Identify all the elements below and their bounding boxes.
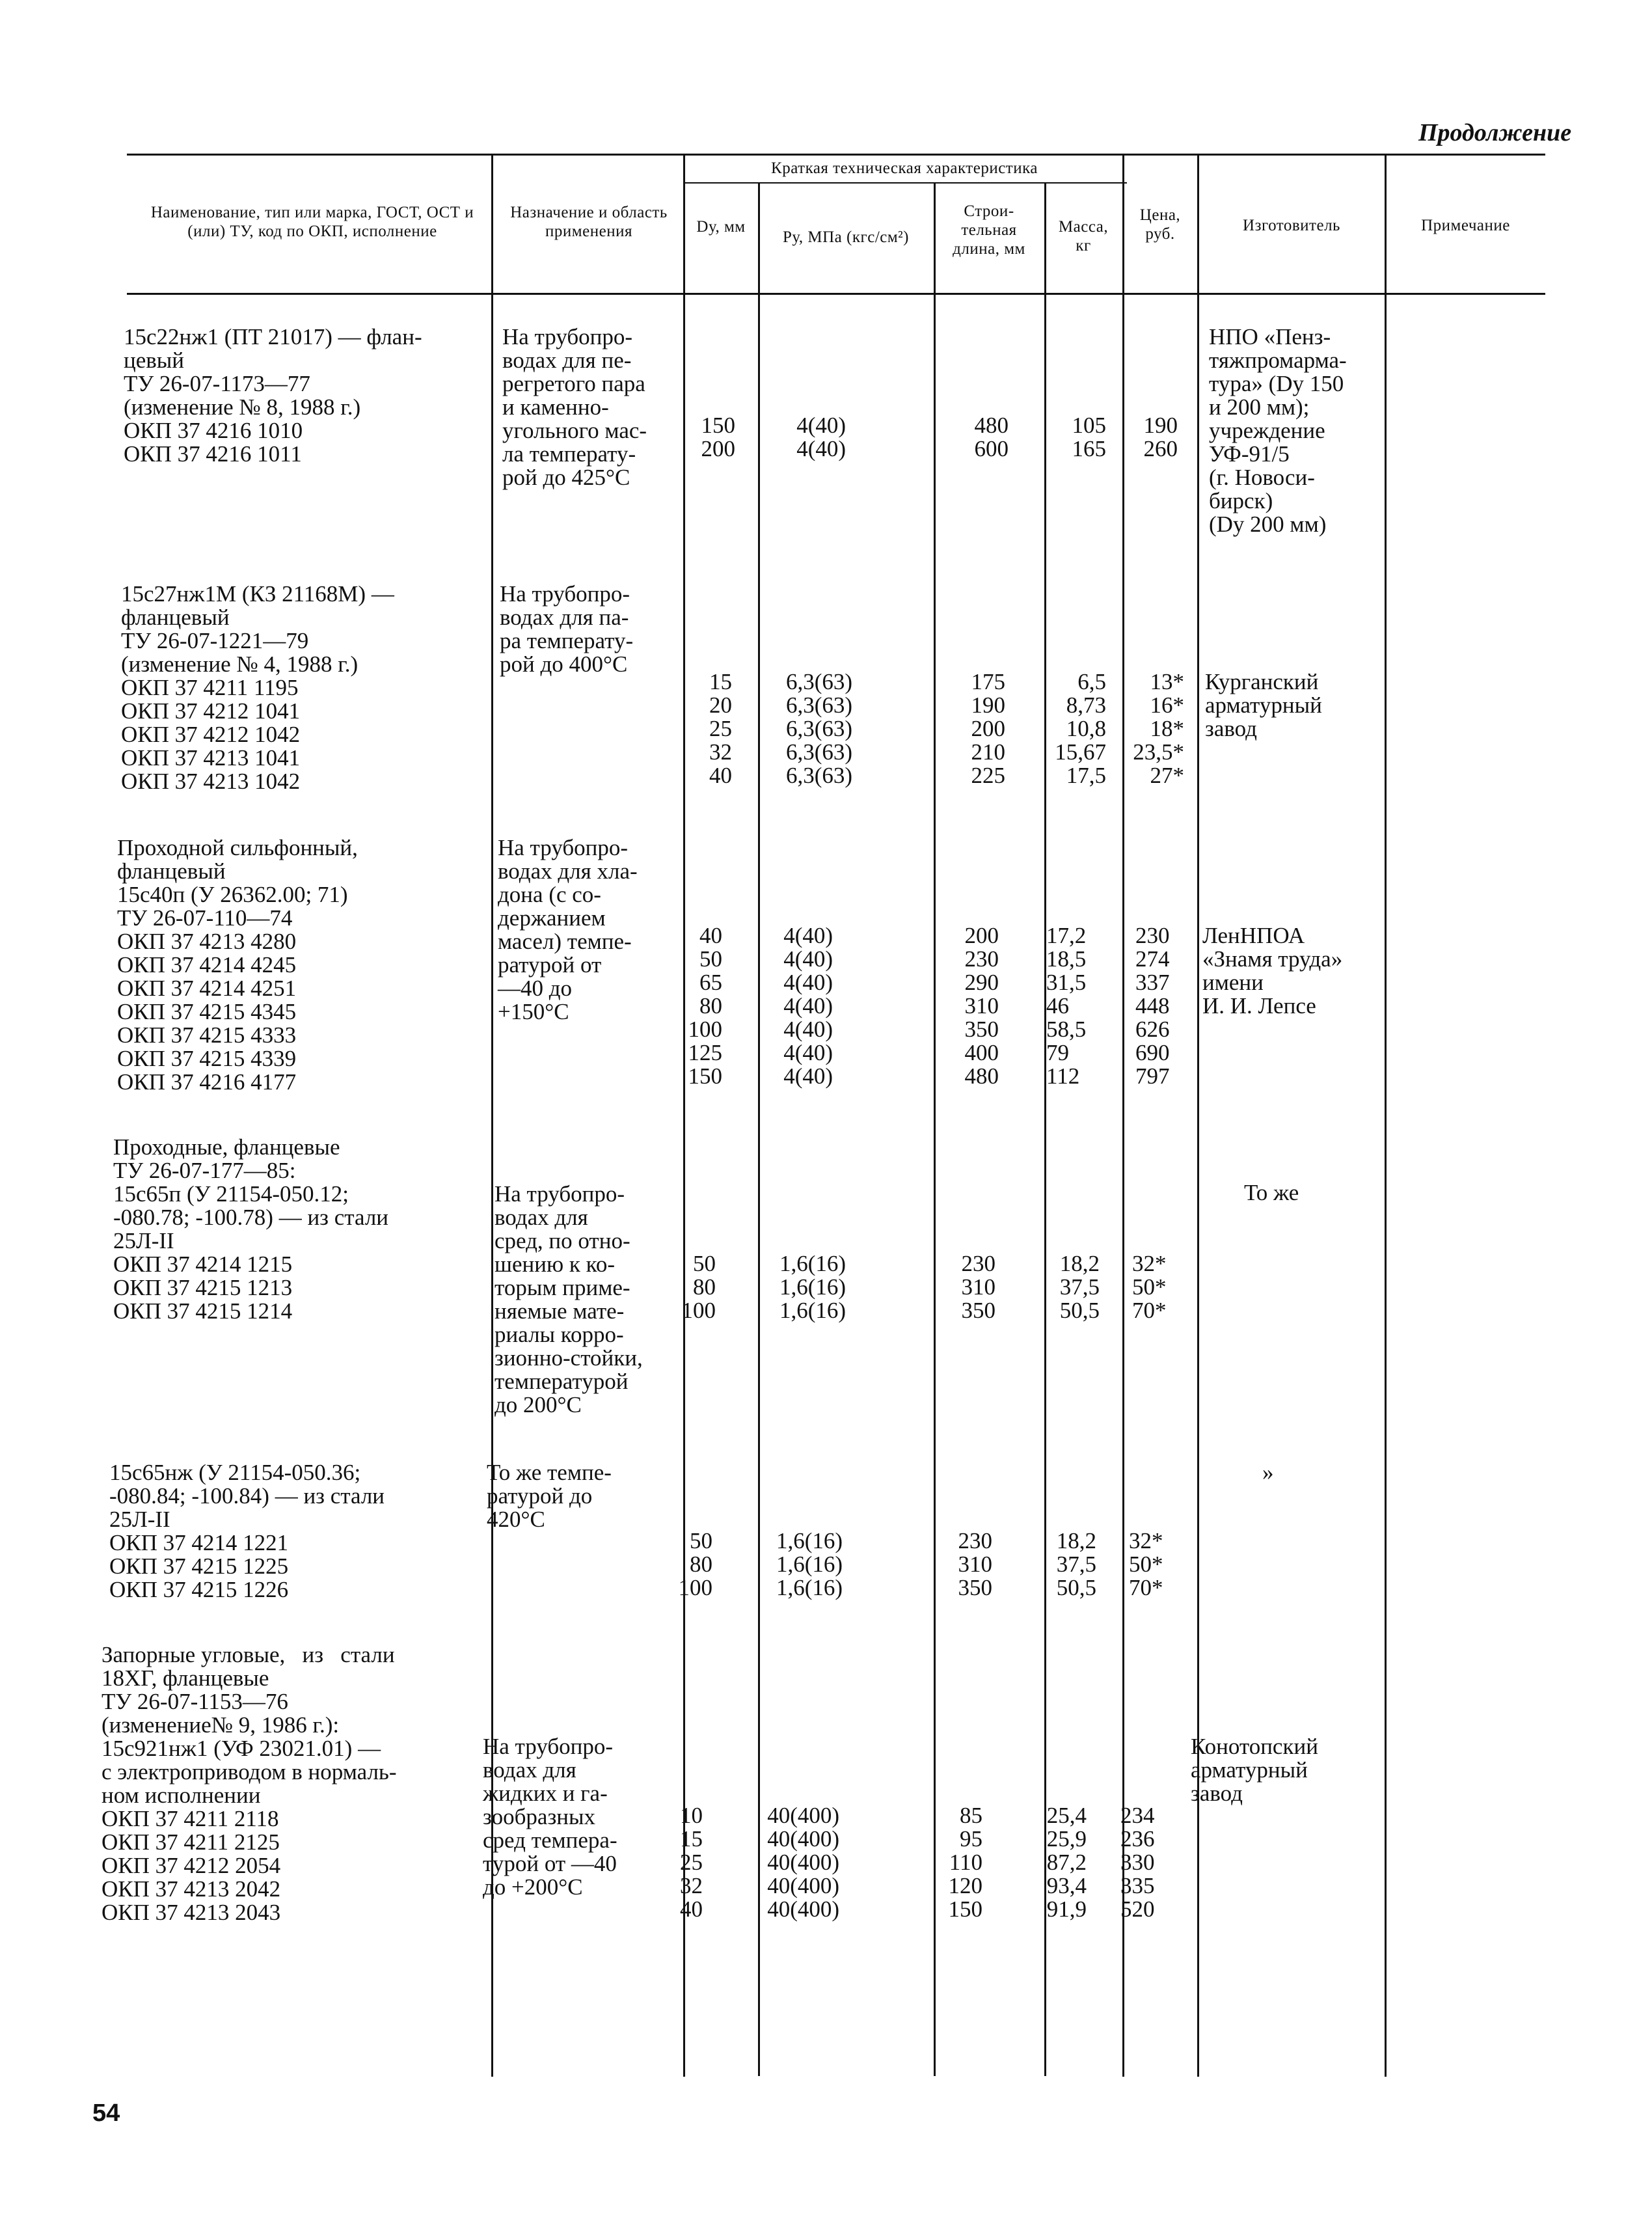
header-purpose: Назначение и область применения [510,204,668,240]
col-divider-6 [1122,154,1124,2077]
row-4-mass: 18,2 37,5 50,5 [1059,1251,1100,1323]
row-3-mass: 17,2 18,5 31,5 46 58,5 79 112 [1046,923,1087,1089]
col-divider-8 [1385,154,1387,2077]
row-5-maker: » [1262,1460,1274,1485]
row-5-price: 32* 50* 70* [1129,1528,1163,1600]
row-5-dy: 50 80 100 [678,1528,712,1600]
row-5-length: 230 310 350 [958,1528,992,1600]
header-price: Цена, руб. [1139,206,1181,243]
row-6-dy: 10 15 25 32 40 [680,1803,703,1922]
row-4-py: 1,6(16) 1,6(16) 1,6(16) [779,1251,846,1323]
row-6-py: 40(400) 40(400) 40(400) 40(400) 40(400) [767,1803,839,1922]
header-dy: Dу, мм [696,218,746,236]
row-5-name: 15с65нж (У 21154-050.36; -080.84; -100.84) — из стали 25Л-II ОКП 37 4214 1221 ОКП 37 4215 1225 ОКП 37 4215 1226 [109,1460,385,1602]
col-divider-3 [758,182,760,2076]
row-6-price: 234 236 330 335 520 [1120,1803,1155,1922]
col-divider-2 [683,154,685,2077]
col-divider-5 [1044,182,1046,2076]
header-brief: Краткая техническая характеристика [771,159,1038,177]
row-2-dy: 15 20 25 32 40 [709,669,732,788]
header-maker: Изготовитель [1243,217,1340,234]
row-6-name: Запорные угловые, из стали 18ХГ, фланцевые ТУ 26-07-1153—76 (изменение№ 9, 1986 г.): 15с921нж1 (УФ 23021.01) — с электроприводом в нормаль- ном исполнении ОКП 37 4211 2118 ОКП 37 4211 2125 ОКП 37 4212 2054 ОКП 37 4213 2042 ОКП 37 4213 2043 [102,1642,397,1925]
row-2-purpose: На трубопро- водах для па- ра температу- рой до 400°С [500,581,634,677]
row-3-name: Проходной сильфонный, фланцевый 15с40п (У 26362.00; 71) ТУ 26-07-110—74 ОКП 37 4213 4280 ОКП 37 4214 4245 ОКП 37 4214 4251 ОКП 37 4215 4345 ОКП 37 4215 4333 ОКП 37 4215 4339 ОКП 37 4216 4177 [117,835,358,1095]
row-1-name: 15с22нж1 (ПТ 21017) — флан- цевый ТУ 26-07-1173—77 (изменение № 8, 1988 г.) ОКП 37 4216 1010 ОКП 37 4216 1011 [124,324,422,467]
table-top-rule [127,154,1545,156]
row-2-py: 6,3(63) 6,3(63) 6,3(63) 6,3(63) 6,3(63) [785,669,852,788]
row-4-length: 230 310 350 [961,1251,995,1323]
row-2-length: 175 190 200 210 225 [971,669,1005,788]
row-5-py: 1,6(16) 1,6(16) 1,6(16) [776,1528,843,1600]
row-2-price: 13* 16* 18* 23,5* 27* [1133,669,1184,788]
row-3-maker: ЛенНПОА «Знамя труда» имени И. И. Лепсе [1202,923,1343,1019]
row-3-dy: 40 50 65 80 100 125 150 [688,923,722,1089]
row-5-purpose: То же темпе- ратурой до 420°С [487,1460,612,1532]
row-3-length: 200 230 290 310 350 400 480 [964,923,999,1089]
continuation-label: Продолжение [1418,119,1572,146]
row-2-name: 15с27нж1М (КЗ 21168М) — фланцевый ТУ 26-07-1221—79 (изменение № 4, 1988 г.) ОКП 37 4211 1195 ОКП 37 4212 1041 ОКП 37 4212 1042 ОКП 37 4213 1041 ОКП 37 4213 1042 [121,581,394,794]
col-divider-4 [934,182,936,2076]
row-3-purpose: На трубопро- водах для хла- дона (с со- держанием масел) темпе- ратурой от —40 до +150°С [498,835,638,1024]
row-2-mass: 6,5 8,73 10,8 15,67 17,5 [1055,669,1106,788]
row-1-py: 4(40) 4(40) [796,413,846,461]
row-1-maker: НПО «Пенз- тяжпромарма- тура» (Dу 150 и 200 мм); учреждение УФ-91/5 (г. Новоси- бирск) (Dу 200 мм) [1209,324,1347,537]
header-length: Строи- тельная длина, мм [953,202,1025,258]
header-bottom-rule [127,293,1545,295]
row-4-name: Проходные, фланцевые ТУ 26-07-177—85: 15с65п (У 21154-050.12; -080.78; -100.78) — из стали 25Л-II ОКП 37 4214 1215 ОКП 37 4215 1213 ОКП 37 4215 1214 [113,1134,389,1324]
row-5-mass: 18,2 37,5 50,5 [1056,1528,1096,1600]
row-4-purpose: На трубопро- водах для сред, по отно- шению к ко- торым приме- няемые мате- риалы корро- зионно-стойки, температурой до 200°С [494,1181,643,1417]
row-6-length: 85 95 110 120 150 [948,1803,982,1922]
row-6-mass: 25,4 25,9 87,2 93,4 91,9 [1046,1803,1087,1922]
header-py: Pу, МПа (кгс/см²) [782,228,910,246]
row-6-maker: Конотопский арматурный завод [1191,1734,1318,1806]
row-1-mass: 105 165 [1072,413,1106,461]
brief-subheader-rule [684,182,1127,184]
row-3-price: 230 274 337 448 626 690 797 [1135,923,1170,1089]
page-number: 54 [92,2099,120,2127]
header-note: Примечание [1421,217,1510,234]
row-6-purpose: На трубопро- водах для жидких и га- зообразных сред темпера- турой от —40 до +200°С [483,1734,617,1900]
header-name: Наименование, тип или марка, ГОСТ, ОСТ и (или) ТУ, код по ОКП, исполнение [150,204,474,240]
row-4-dy: 50 80 100 [681,1251,716,1323]
row-1-length: 480 600 [974,413,1009,461]
row-4-price: 32* 50* 70* [1132,1251,1167,1323]
row-4-maker: То же [1244,1180,1299,1205]
row-1-dy: 150 200 [701,413,735,461]
row-1-price: 190 260 [1143,413,1178,461]
header-mass: Масса, кг [1058,218,1109,254]
row-1-purpose: На трубопро- водах для пе- регретого пара и каменно- угольного мас- ла температу- рой до 425°С [502,324,647,490]
row-2-maker: Курганский арматурный завод [1205,669,1322,741]
row-3-py: 4(40) 4(40) 4(40) 4(40) 4(40) 4(40) 4(40) [783,923,833,1089]
